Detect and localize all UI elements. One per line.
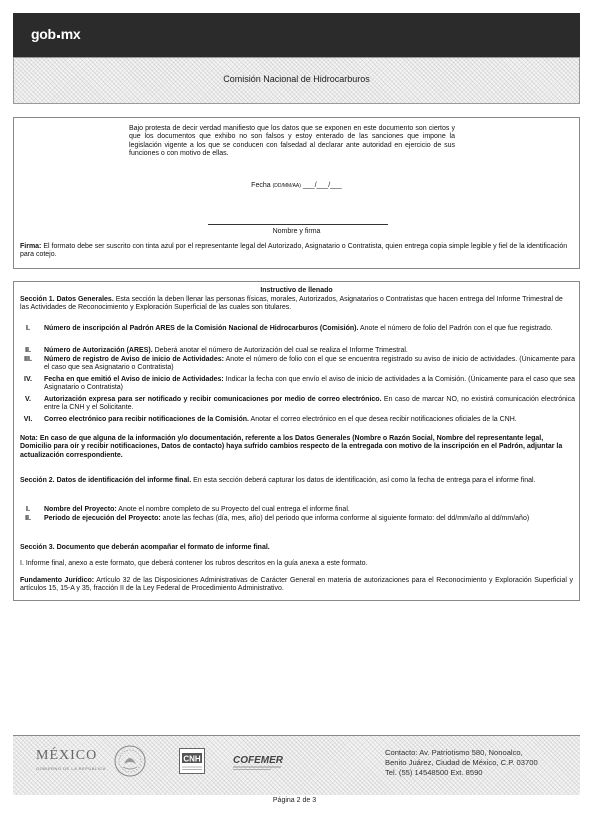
fundamento-juridico: Fundamento Jurídico: Artículo 32 de las Disposiciones Administrativas de Carácter General en materia de autorizaciones para el Reconocimiento y Exploración Superficial y artículos 15, 15-A y 35, fracción II de la Ley Federal de Procedimiento Administrativo. [20,577,574,593]
mexico-logo-subtitle: GOBIERNO DE LA REPÚBLICA [36,766,106,771]
svg-text:COFEMER: COFEMER [233,755,283,766]
list-item: I. Número de inscripción al Padrón ARES de la Comisión Nacional de Hidrocarburos (Comisión). Anote el número de folio del Padrón con el que fue registrado. [26,325,553,332]
declaration-text: Bajo protesta de decir verdad manifiesto que los datos que se exponen en este documento son ciertos y que los documentos que exhibo no son falsos y estoy enterado de las sanciones que impone la legislación vigente a los que se conducen con falsedad al declarar ante autoridad en ejercicio de sus funciones o con motivo de ellas. [129,125,455,158]
list-item: IV. Fecha en que emitió el Aviso de inicio de Actividades: Indicar la fecha con que envío el aviso de inicio de actividades a la Comisión. (Únicamente para el caso que sea Asignatario o Contratista) [24,376,575,392]
list-item: V. Autorización expresa para ser notificado y recibir comunicaciones por medio de correo electrónico. En caso de marcar NO, no existirá comunicación electrónica entre la CNH y el Solicitante. [25,396,575,412]
section-2-intro: Sección 2. Datos de identificación del informe final. En esta sección deberá capturar los datos de identificación, así como la fecha de entrega para el informe final. [20,477,536,484]
header-bar [13,13,580,57]
svg-text:CNH: CNH [183,754,201,764]
declaration-box [13,117,580,269]
list-item: III. Número de registro de Aviso de inicio de Actividades: Anote el número de folio con el que se encuentra registrado su aviso de inicio de actividades. (Únicamente para el caso que sea Asignatario o Contratista) [24,356,576,372]
list-item: I. Nombre del Proyecto: Anote el nombre completo de su Proyecto del cual entrega el informe final. [26,506,350,513]
footer-band [13,735,580,795]
section-3-item: I. Informe final, anexo a este formato, que deberá contener los rubros descritos en la guía anexa a este formato. [20,560,368,567]
section-1-intro: Sección 1. Datos Generales. Esta sección la deben llenar las personas físicas, morales, Autorizados, Asignatarios o Contratistas que hacen entrega del Informe Trimestral de las Actividades de Reconocimiento y Exploración Superficial de las cuales son titulares. [20,296,563,312]
nota-text: Nota: En caso de que alguna de la información y/o documentación, referente a los Datos Generales (Nombre o Razón Social, Nombre del representante legal, Domicilio para oír y recibir notificaciones, Datos de contacto) haya sufrido cambios respecto de la entregada con motivo de la inscripción en el Padrón, adjuntar la actualización correspondiente. [20,435,563,459]
firma-note: Firma: El formato debe ser suscrito con tinta azul por el representante legal del Autorizado, Asignatario o Contratista, quien entrega copia simple legible y fiel de la identificación para cotejo. [20,243,568,259]
instructions-title: Instructivo de llenado [260,287,333,294]
page-number: Página 2 de 3 [272,797,317,804]
list-item: II. Número de Autorización (ARES). Deberá anotar el número de Autorización del cual se realiza el Informe Trimestral. [25,347,408,354]
list-item: II. Periodo de ejecución del Proyecto: anote las fechas (día, mes, año) del periodo que informa conforme al siguiente formato: del dd/mm/año al dd/mm/año) [25,515,530,522]
cofemer-logo-icon [231,750,283,774]
list-item: VI. Correo electrónico para recibir notificaciones de la Comisión. Anotar el correo electrónico en el que desea recibir notificaciones oficiales de la CNH. [23,416,517,423]
page-title: Comisión Nacional de Hidrocarburos [223,74,370,84]
section-3-title: Sección 3. Documento que deberán acompañar el formato de informe final. [20,544,270,551]
signature-line [208,224,388,225]
signature-label: Nombre y firma [272,228,321,235]
cnh-logo-icon [179,748,205,774]
mexico-logo: MÉXICO [36,748,98,763]
title-band [13,57,580,104]
contact-info: Contacto: Av. Patriotismo 580, Nonoalco, Benito Juárez, Ciudad de México, C.P. 03700 Tel. (55) 14548500 Ext. 8590 [385,748,538,778]
fecha-field: Fecha (DD/MM/AA) ___/___/___ [251,182,342,189]
coat-of-arms-icon [113,744,147,778]
gobmx-logo: gob mx [31,26,81,42]
instructions-box [13,281,580,601]
